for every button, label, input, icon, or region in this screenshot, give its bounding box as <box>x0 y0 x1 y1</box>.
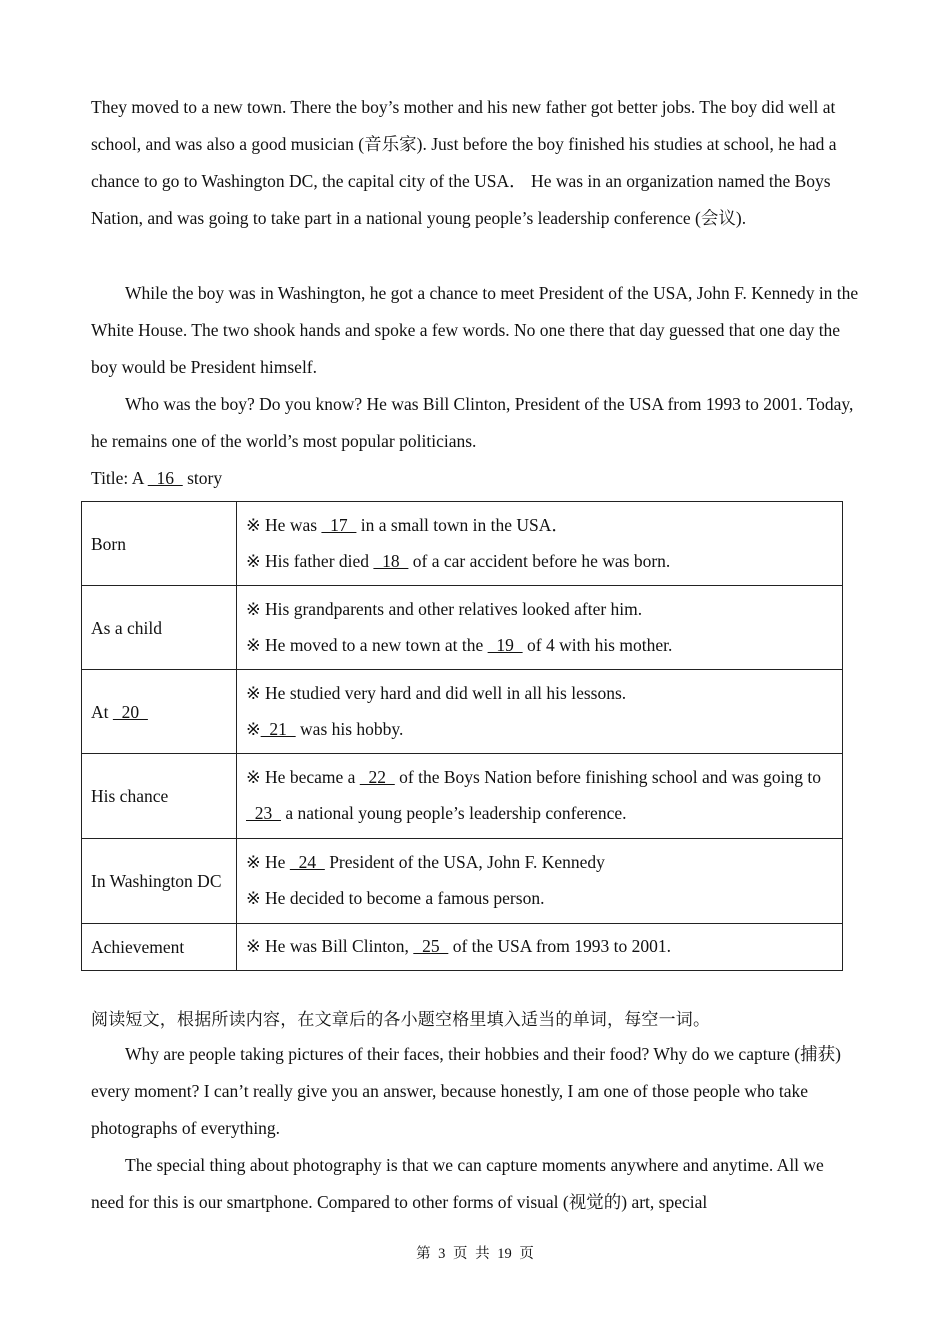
blank-21: 21 <box>260 718 296 739</box>
row-label: At 20 <box>82 670 237 754</box>
blank-20: 20 <box>112 701 148 722</box>
title-suffix: story <box>187 468 223 488</box>
passage1-paragraph-3: Who was the boy? Do you know? He was Bill Clinton, President of the USA from 1993 to 2001. Today, he remains one of the world’s most popular politicians. <box>91 394 854 451</box>
section-instruction: 阅读短文，根据所读内容，在文章后的各小题空格里填入适当的单词，每空一词。 <box>91 1010 711 1030</box>
content-line: ※ He was 17 in a small town in the USA． <box>246 514 569 535</box>
table-row <box>82 670 843 754</box>
blank-16: 16 <box>147 468 183 488</box>
row-content: ※ He became a 22 of the Boys Nation before finishing school and was going to 23 a national young people’s leadership conference. <box>237 754 843 839</box>
content-line: ※ His father died 18 of a car accident before he was born. <box>246 550 671 571</box>
row-content <box>237 502 843 586</box>
content-line: ※ He moved to a new town at the 19 of 4 with his mother. <box>246 634 673 655</box>
blank-22: 22 <box>359 767 395 787</box>
content-line: ※ He 24 President of the USA, John F. Kennedy <box>246 852 605 872</box>
title-line <box>91 463 222 493</box>
blank-25: 25 <box>413 936 449 956</box>
row-label: In Washington DC <box>82 839 237 924</box>
content-line: ※ He studied very hard and did well in all his lessons. <box>246 682 627 703</box>
content-line: ※ 21 was his hobby. <box>246 718 404 739</box>
blank-18: 18 <box>373 550 409 571</box>
row-content: ※ He was Bill Clinton, 25 of the USA from 1993 to 2001. <box>237 924 843 971</box>
table-row <box>82 839 843 924</box>
row-content <box>237 839 843 924</box>
table-row <box>82 502 843 586</box>
table-row <box>82 754 843 839</box>
table-row <box>82 586 843 670</box>
table-row <box>82 924 843 971</box>
passage2-paragraph-1: Why are people taking pictures of their faces, their hobbies and their food? Why do we capture (捕获) every moment? I can’t really give you an answer, because honestly, I am one of those people who take photographs of everything. <box>91 1044 841 1138</box>
blank-17: 17 <box>321 514 357 535</box>
passage1-paragraph-2: While the boy was in Washington, he got a chance to meet President of the USA, John F. Kennedy in the White House. The two shook hands and spoke a few words. No one there that day guessed that one day the boy would be President himself. <box>91 283 859 377</box>
row-label: His chance <box>82 754 237 839</box>
row-label: Achievement <box>82 924 237 971</box>
blank-24: 24 <box>289 852 325 872</box>
summary-table <box>81 501 843 971</box>
row-label: As a child <box>82 586 237 670</box>
content-line: ※ His grandparents and other relatives looked after him. <box>246 598 643 619</box>
row-content <box>237 586 843 670</box>
title-prefix: Title: A <box>91 468 144 488</box>
blank-23: 23 <box>246 803 281 823</box>
row-label: Born <box>82 502 237 586</box>
content-line: ※ He decided to become a famous person. <box>246 888 545 908</box>
row-content <box>237 670 843 754</box>
passage2-paragraph-2: The special thing about photography is that we can capture moments anywhere and anytime. All we need for this is our smartphone. Compared to other forms of visual (视觉的) art, special <box>91 1155 824 1212</box>
blank-19: 19 <box>487 634 523 655</box>
passage1-paragraph-1: They moved to a new town. There the boy’s mother and his new father got better jobs. The boy did well at school, and was also a good musician (音乐家). Just before the boy finished his studies at school, he had a chance to go to Washington DC, the capital city of the USA． He was in an organization named the Boys Nation, and was going to take part in a national young people’s leadership conference (会议). <box>91 97 837 228</box>
page-footer: 第 3 页 共 19 页 <box>416 1246 534 1262</box>
